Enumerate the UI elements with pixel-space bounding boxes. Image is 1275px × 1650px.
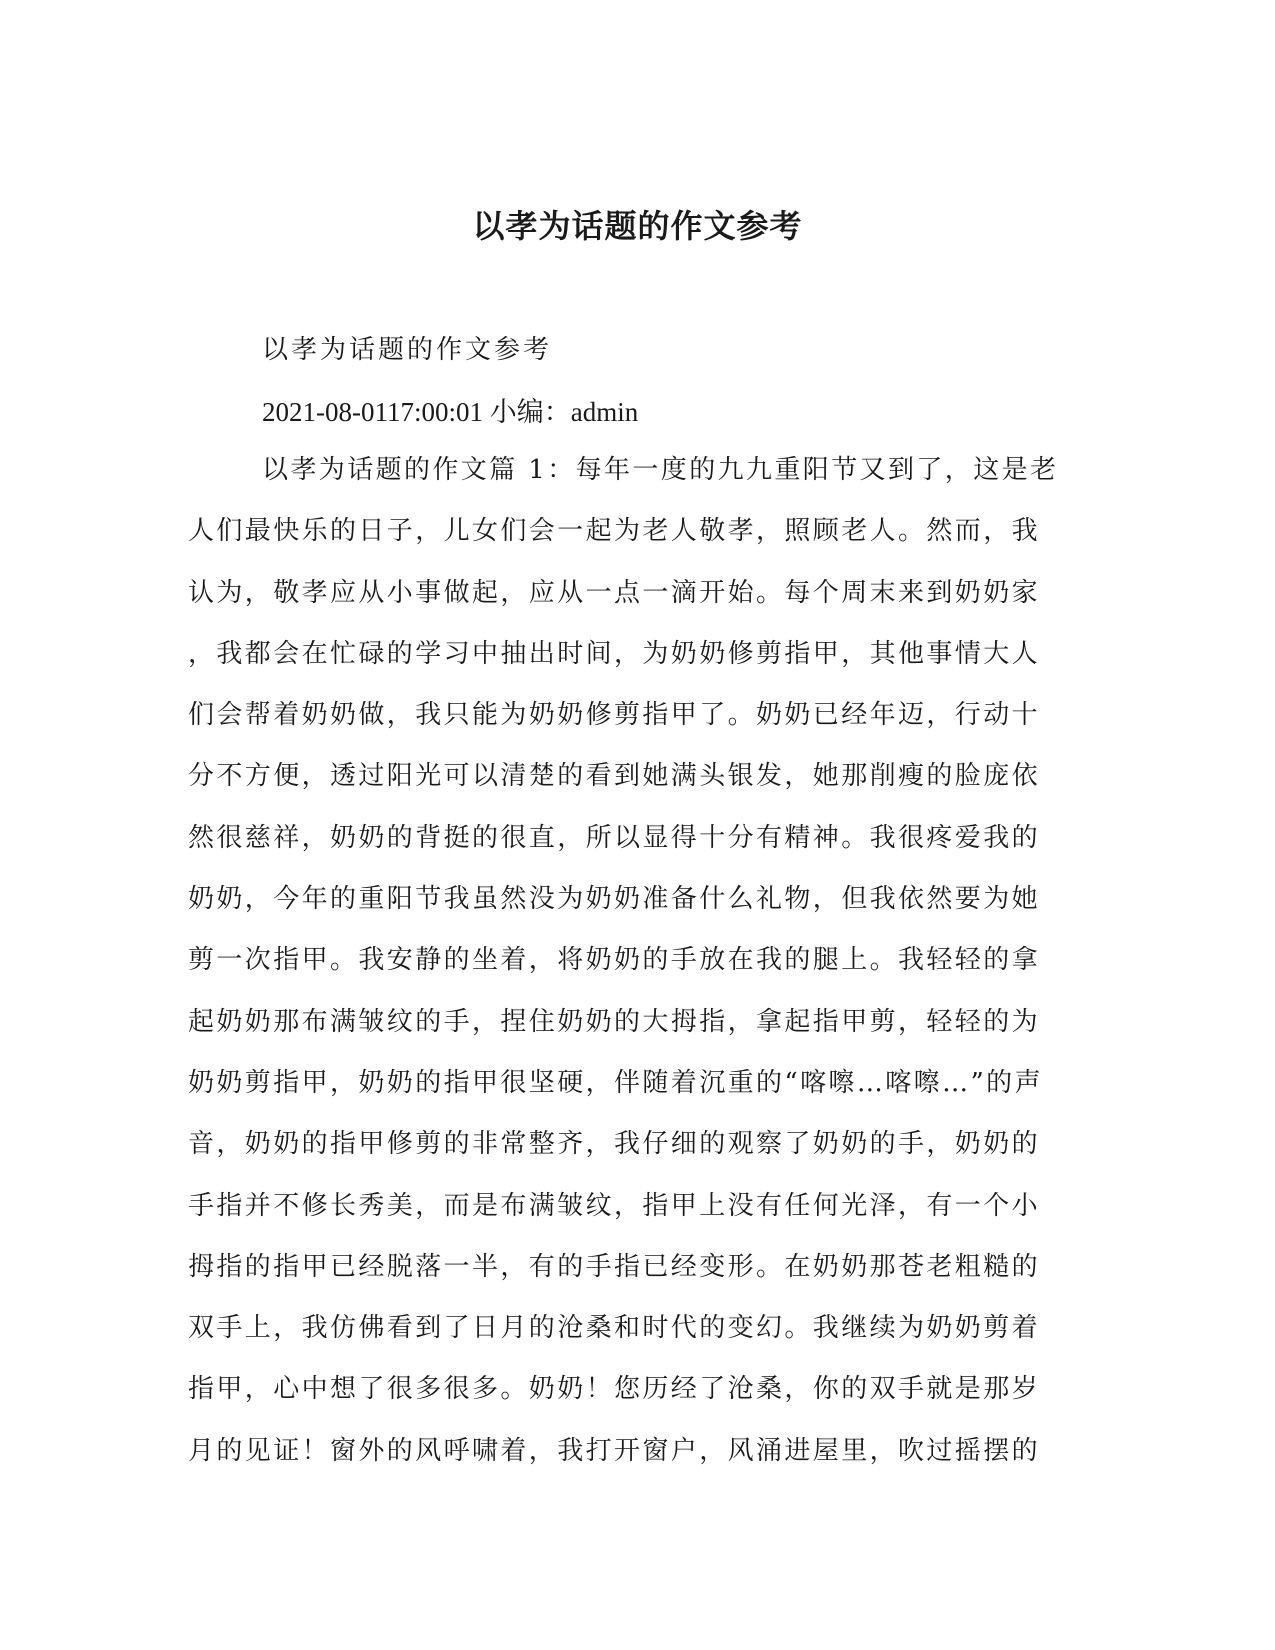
body-line: ，我都会在忙碌的学习中抽出时间，为奶奶修剪指甲，其他事情大人: [188, 638, 1041, 669]
body-line: 奶奶，今年的重阳节我虽然没为奶奶准备什么礼物，但我依然要为她: [188, 884, 1041, 915]
body-line: 人们最快乐的日子，儿女们会一起为老人敬孝，照顾老人。然而，我: [188, 516, 1041, 547]
body-line: 认为，敬孝应从小事做起，应从一点一滴开始。每个周末来到奶奶家: [188, 577, 1041, 608]
body-line: 然很慈祥，奶奶的背挺的很直，所以显得十分有精神。我很疼爱我的: [188, 822, 1041, 853]
document-subtitle: 以孝为话题的作文参考: [262, 335, 553, 365]
body-line: 音，奶奶的指甲修剪的非常整齐，我仔细的观察了奶奶的手，奶奶的: [188, 1129, 1041, 1160]
body-line: 拇指的指甲已经脱落一半，有的手指已经变形。在奶奶那苍老粗糙的: [188, 1251, 1041, 1282]
body-line: 双手上，我仿佛看到了日月的沧桑和时代的变幻。我继续为奶奶剪着: [188, 1313, 1041, 1344]
body-line: 起奶奶那布满皱纹的手，捏住奶奶的大拇指，拿起指甲剪，轻轻的为: [188, 1006, 1041, 1037]
body-line: 剪一次指甲。我安静的坐着，将奶奶的手放在我的腿上。我轻轻的拿: [188, 945, 1041, 976]
body-line: 分不方便，透过阳光可以清楚的看到她满头银发，她那削瘦的脸庞依: [188, 761, 1041, 792]
body-line: 手指并不修长秀美，而是布满皱纹，指甲上没有任何光泽，有一个小: [188, 1190, 1041, 1221]
body-line: 们会帮着奶奶做，我只能为奶奶修剪指甲了。奶奶已经年迈，行动十: [188, 700, 1041, 731]
body-line: 以孝为话题的作文篇 1：每年一度的九九重阳节又到了，这是老: [262, 455, 1059, 485]
body-line: 月的见证！窗外的风呼啸着，我打开窗户，风涌进屋里，吹过摇摆的: [188, 1435, 1041, 1466]
document-meta: 2021-08-0117:00:01 小编：admin: [262, 397, 639, 427]
document-title: 以孝为话题的作文参考: [472, 207, 803, 245]
body-line: 指甲，心中想了很多很多。奶奶！您历经了沧桑，你的双手就是那岁: [188, 1374, 1041, 1405]
document-body: [188, 452, 1068, 1494]
body-line: 奶奶剪指甲，奶奶的指甲很坚硬，伴随着沉重的“喀嚓…喀嚓…”的声: [188, 1067, 1043, 1098]
